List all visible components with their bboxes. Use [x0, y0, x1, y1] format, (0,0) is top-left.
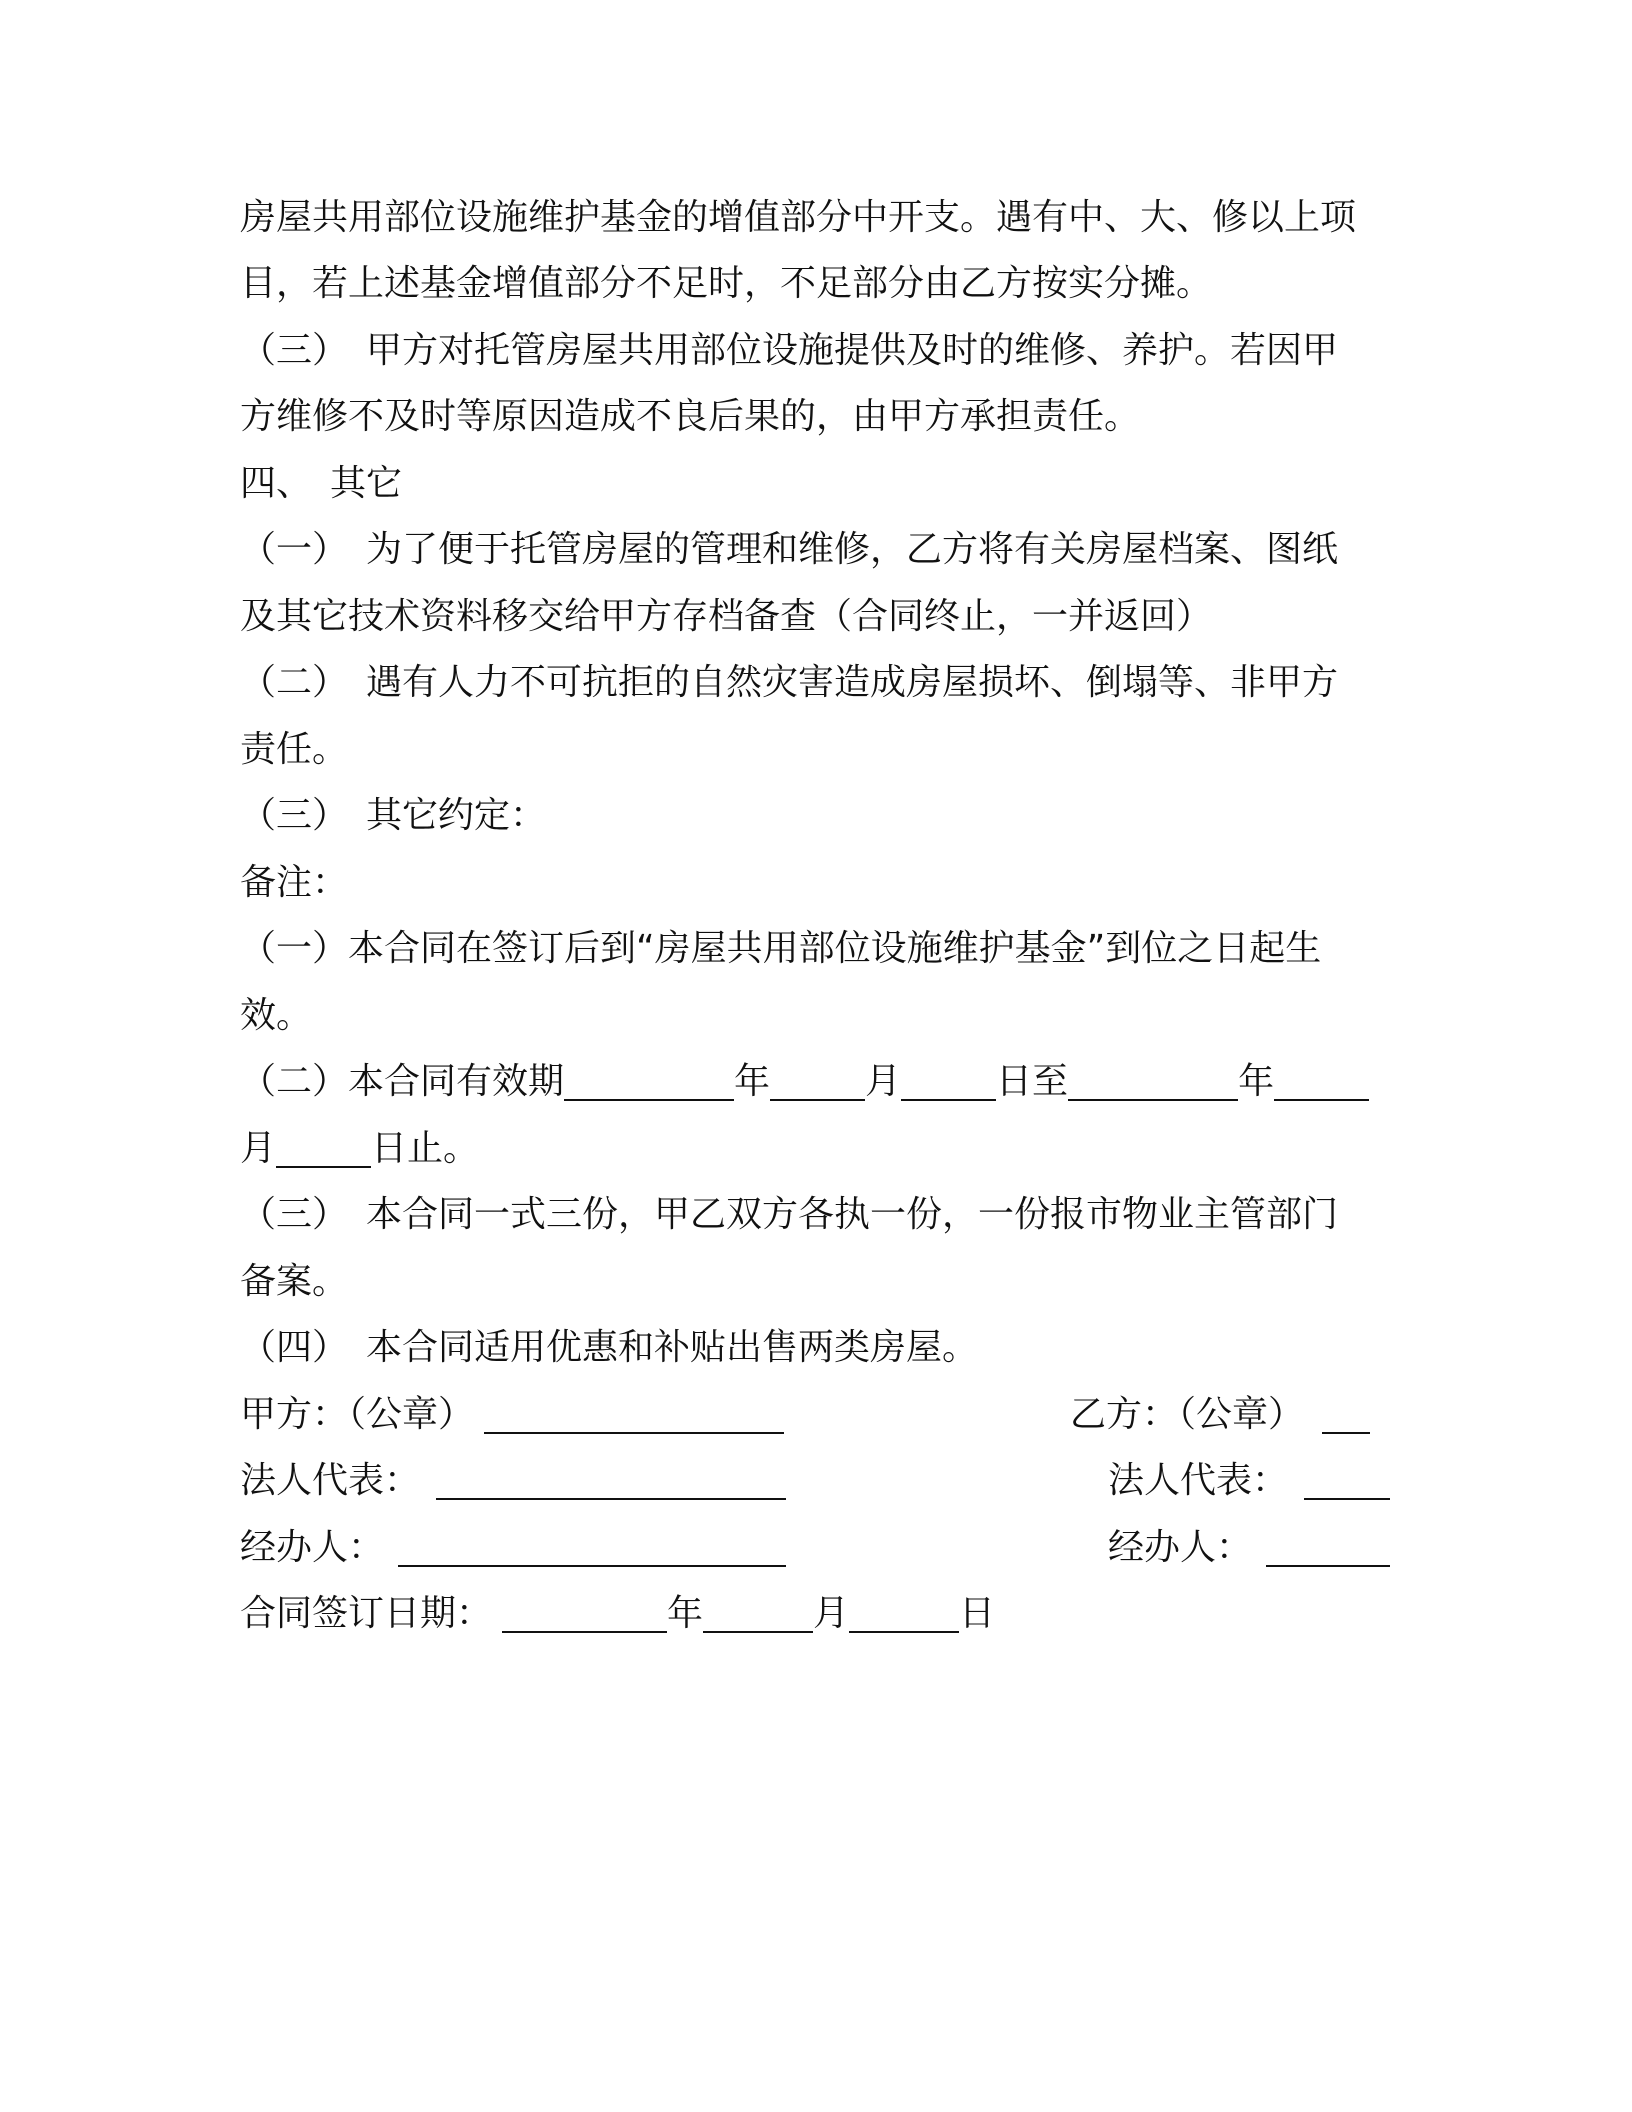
handler-b-label: 经办人：	[1108, 1527, 1253, 1568]
handler-b-block	[1108, 1526, 1390, 1570]
party-a-seal-blank[interactable]	[484, 1402, 784, 1434]
paragraph-line: 备注：	[240, 862, 349, 903]
validity-period-line	[240, 1060, 1392, 1104]
validity-label: （二）本合同有效期	[240, 1061, 565, 1102]
legal-rep-a-blank[interactable]	[436, 1468, 786, 1500]
paragraph-line: （四） 本合同适用优惠和补贴出售两类房屋。	[240, 1327, 979, 1368]
validity-period-line-2	[240, 1127, 1392, 1171]
paragraph-line: 方维修不及时等原因造成不良后果的，由甲方承担责任。	[240, 396, 1141, 437]
legal-rep-line	[240, 1459, 1392, 1503]
end-year-blank[interactable]	[1068, 1069, 1238, 1101]
party-a-seal-line	[240, 1393, 1392, 1437]
year-label: 年	[734, 1061, 771, 1102]
start-day-blank[interactable]	[901, 1069, 996, 1101]
signing-date-line	[240, 1592, 1392, 1636]
paragraph-line: （二） 遇有人力不可抗拒的自然灾害造成房屋损坏、倒塌等、非甲方	[240, 662, 1339, 703]
legal-rep-b-blank[interactable]	[1304, 1468, 1390, 1500]
paragraph-line: （一）本合同在签订后到“房屋共用部位设施维护基金”到位之日起生	[240, 928, 1322, 969]
paragraph-line: 责任。	[240, 729, 349, 770]
paragraph-line: （一） 为了便于托管房屋的管理和维修，乙方将有关房屋档案、图纸	[240, 529, 1339, 570]
handler-b-blank[interactable]	[1266, 1535, 1390, 1567]
handler-a-blank[interactable]	[398, 1535, 786, 1567]
party-a-label: 甲方：（公章）	[240, 1394, 475, 1435]
legal-rep-b-block	[1108, 1459, 1390, 1503]
signing-month-blank[interactable]	[703, 1601, 813, 1633]
year-label: 年	[1238, 1061, 1275, 1102]
day-label: 日	[959, 1593, 996, 1634]
signing-day-blank[interactable]	[849, 1601, 959, 1633]
paragraph-line: 及其它技术资料移交给甲方存档备查（合同终止，一并返回）	[240, 596, 1213, 637]
month-label: 月	[240, 1128, 277, 1169]
party-b-seal-blank[interactable]	[1322, 1402, 1370, 1434]
handler-a-label: 经办人：	[240, 1527, 385, 1568]
start-year-blank[interactable]	[564, 1069, 734, 1101]
legal-rep-a-label: 法人代表：	[240, 1460, 421, 1501]
signing-year-blank[interactable]	[502, 1601, 667, 1633]
party-b-label: 乙方：（公章）	[1070, 1394, 1305, 1435]
month-label: 月	[865, 1061, 902, 1102]
section-heading: 四、 其它	[240, 463, 403, 504]
party-b-block	[1070, 1393, 1370, 1437]
handler-line	[240, 1526, 1392, 1570]
year-label: 年	[667, 1593, 704, 1634]
start-month-blank[interactable]	[770, 1069, 865, 1101]
paragraph-line: （三） 其它约定：	[240, 795, 547, 836]
day-to-label: 日至	[996, 1061, 1069, 1102]
paragraph-line: 目，若上述基金增值部分不足时，不足部分由乙方按实分摊。	[240, 263, 1213, 304]
paragraph-line: （三） 本合同一式三份，甲乙双方各执一份，一份报市物业主管部门	[240, 1194, 1339, 1235]
paragraph-line: 备案。	[240, 1261, 349, 1302]
paragraph-line: 效。	[240, 995, 313, 1036]
legal-rep-b-label: 法人代表：	[1108, 1460, 1289, 1501]
paragraph-line: （三） 甲方对托管房屋共用部位设施提供及时的维修、养护。若因甲	[240, 330, 1339, 371]
month-label: 月	[813, 1593, 850, 1634]
day-end-label: 日止。	[371, 1128, 480, 1169]
signing-date-label: 合同签订日期：	[240, 1593, 493, 1634]
paragraph-line: 房屋共用部位设施维护基金的增值部分中开支。遇有中、大、修以上项	[240, 197, 1357, 238]
end-month-blank[interactable]	[1274, 1069, 1369, 1101]
end-day-blank[interactable]	[276, 1136, 371, 1168]
